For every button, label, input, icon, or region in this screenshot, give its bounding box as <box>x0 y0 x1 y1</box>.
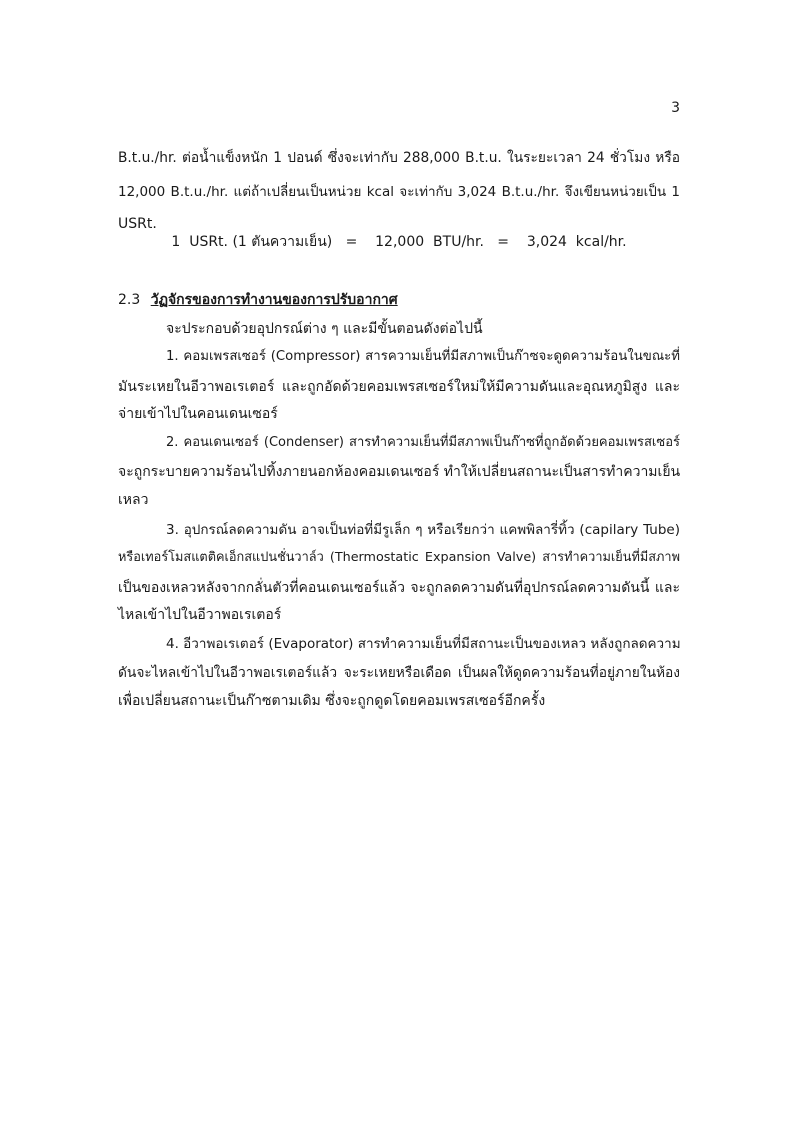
section-heading <box>118 290 398 310</box>
section-title: วัฏจักรของการทำงานของการปรับอากาศ <box>150 292 398 308</box>
intro-line: USRt. <box>118 216 157 232</box>
list-item-line: 1. คอมเพรสเซอร์ (Compressor) สารความเย็นที่มีสภาพเป็นก๊าซจะดูดความร้อนในขณะที่ <box>166 349 680 364</box>
intro-line: 12,000 B.t.u./hr. แต่ถ้าเปลี่ยนเป็นหน่วย kcal จะเท่ากับ 3,024 B.t.u./hr. จึงเขียนหน่วยเป็น 1 <box>118 184 680 200</box>
section-number: 2.3 <box>118 292 141 308</box>
list-item-line: เหลว <box>118 492 149 508</box>
list-item-line: ไหลเข้าไปในอีวาพอเรเตอร์ <box>118 607 282 623</box>
list-item-line: มันระเหยในอีวาพอเรเตอร์ และถูกอัดด้วยคอมเพรสเซอร์ใหม่ให้มีความดันและอุณหภูมิสูง และ <box>118 379 680 395</box>
list-item-line: เป็นของเหลวหลังจากกลั่นตัวที่คอนเดนเซอร์แล้ว จะถูกลดความดันที่อุปกรณ์ลดความดันนี้ และ <box>118 580 680 596</box>
list-item-line: 3. อุปกรณ์ลดความดัน อาจเป็นท่อที่มีรูเล็ก ๆ หรือเรียกว่า แคพพิลารี่ทิ้ว (capilary Tube) <box>166 522 680 538</box>
page-number: 3 <box>671 100 680 116</box>
list-item-line: เพื่อเปลี่ยนสถานะเป็นก๊าซตามเดิม ซึ่งจะถูกดูดโดยคอมเพรสเซอร์อีกครั้ง <box>118 693 546 709</box>
intro-line: B.t.u./hr. ต่อน้ำแข็งหนัก 1 ปอนด์ ซึ่งจะเท่ากับ 288,000 B.t.u. ในระยะเวลา 24 ชั่วโมง หรือ <box>118 150 680 166</box>
list-item-line: จะถูกระบายความร้อนไปทิ้งภายนอกห้องคอมเดนเซอร์ ทำให้เปลี่ยนสถานะเป็นสารทำความเย็น <box>118 464 681 480</box>
section-lead: จะประกอบด้วยอุปกรณ์ต่าง ๆ และมีขั้นตอนดังต่อไปนี้ <box>166 321 483 337</box>
list-item-line: หรือเทอร์โมสแตติคเอ็กสแปนชั่นวาล์ว (Thermostatic Expansion Valve) สารทำความเย็นที่มีสภาพ <box>118 550 680 565</box>
list-item-line: 2. คอนเดนเซอร์ (Condenser) สารทำความเย็นที่มีสภาพเป็นก๊าซที่ถูกอัดด้วยคอมเพรสเซอร์ <box>166 435 680 450</box>
list-item-line: 4. อีวาพอเรเตอร์ (Evaporator) สารทำความเย็นที่มีสถานะเป็นของเหลว หลังถูกลดความ <box>166 636 681 652</box>
list-item-line: ดันจะไหลเข้าไปในอีวาพอเรเตอร์แล้ว จะระเหยหรือเดือด เป็นผลให้ดูดความร้อนที่อยู่ภายในห้อง <box>118 665 680 681</box>
unit-formula: 1 USRt. (1 ตันความเย็น) = 12,000 BTU/hr. = 3,024 kcal/hr. <box>171 234 627 250</box>
list-item-line: จ่ายเข้าไปในคอนเดนเซอร์ <box>118 406 278 422</box>
